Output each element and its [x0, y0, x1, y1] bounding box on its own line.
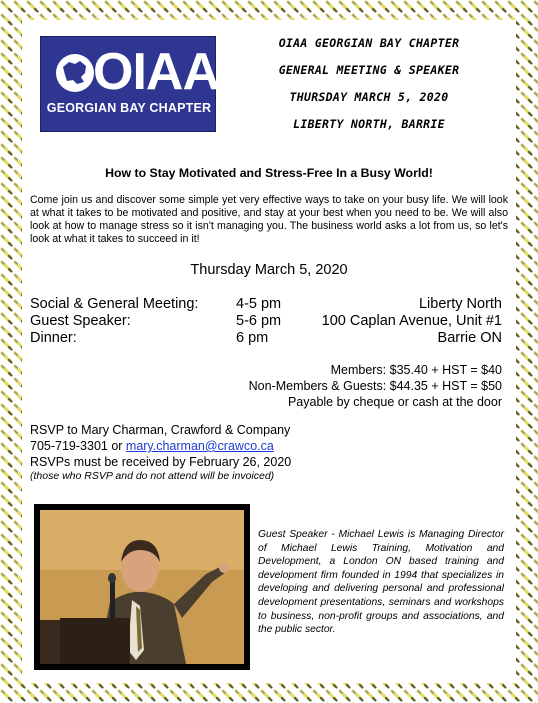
- header-line-1: OIAA GEORGIAN BAY CHAPTER: [278, 36, 460, 50]
- rsvp-email-link[interactable]: mary.charman@crawco.ca: [125, 439, 274, 453]
- logo-subtitle: GEORGIAN BAY CHAPTER: [46, 101, 212, 115]
- oiaa-logo: [40, 36, 219, 132]
- schedule-location: Liberty North: [418, 296, 502, 312]
- session-title: How to Stay Motivated and Stress-Free In a Busy World!: [105, 166, 433, 180]
- header-line-2: GENERAL MEETING & SPEAKER: [278, 63, 460, 77]
- schedule-label: Guest Speaker:: [30, 313, 131, 329]
- event-header: [240, 30, 498, 138]
- rsvp-deadline: RSVPs must be received by February 26, 2020: [30, 455, 292, 469]
- pricing: [30, 362, 502, 410]
- header-line-3: THURSDAY MARCH 5, 2020: [289, 90, 449, 104]
- schedule-location: 100 Caplan Avenue, Unit #1: [321, 313, 502, 329]
- schedule-time: 4-5 pm: [236, 296, 282, 312]
- schedule-row: [30, 296, 508, 313]
- rsvp-phone: 705-719-3301 or: [30, 439, 126, 453]
- ontario-map-icon: [55, 53, 95, 93]
- header-line-4: LIBERTY NORTH, BARRIE: [293, 117, 445, 131]
- rsvp-block: [30, 422, 508, 483]
- schedule-row: [30, 330, 508, 347]
- non-members-price: Non-Members & Guests: $44.35 + HST = $50: [248, 379, 502, 393]
- schedule-location: Barrie ON: [437, 330, 502, 346]
- schedule: [30, 296, 508, 347]
- speaker-photo: [34, 504, 250, 670]
- rsvp-note: (those who RSVP and do not attend will be invoiced): [30, 470, 275, 482]
- members-price: Members: $35.40 + HST = $40: [330, 363, 502, 377]
- schedule-row: [30, 313, 508, 330]
- speaker-photo-image: [40, 510, 244, 664]
- schedule-time: 6 pm: [236, 330, 269, 346]
- speaker-bio: Guest Speaker - Michael Lewis is Managing Director of Michael Lewis Training, Motivation and Development, a London ON based training and development firm founded in 1994 that specializes in developing and delivering personal and professional development presentations, seminars and workshops to business, non-profit groups and associations, and the public sector.: [258, 529, 504, 636]
- rsvp-phone-line: [30, 438, 508, 454]
- event-date: Thursday March 5, 2020: [190, 262, 348, 278]
- schedule-label: Dinner:: [30, 330, 77, 346]
- logo-text: OIAA: [93, 43, 219, 101]
- intro-paragraph: Come join us and discover some simple yet very effective ways to take on your busy life. We will look at what it takes to be motivated and positive, and stay at your best when you need to be. We will also look at how to manage stress so it isn't managing you. The business world asks a lot from us, so let's look at what it takes to succeed in it!: [30, 194, 508, 245]
- schedule-label: Social & General Meeting:: [30, 296, 199, 312]
- schedule-time: 5-6 pm: [236, 313, 282, 329]
- rsvp-contact: RSVP to Mary Charman, Crawford & Company: [30, 423, 291, 437]
- payment-note: Payable by cheque or cash at the door: [287, 395, 502, 409]
